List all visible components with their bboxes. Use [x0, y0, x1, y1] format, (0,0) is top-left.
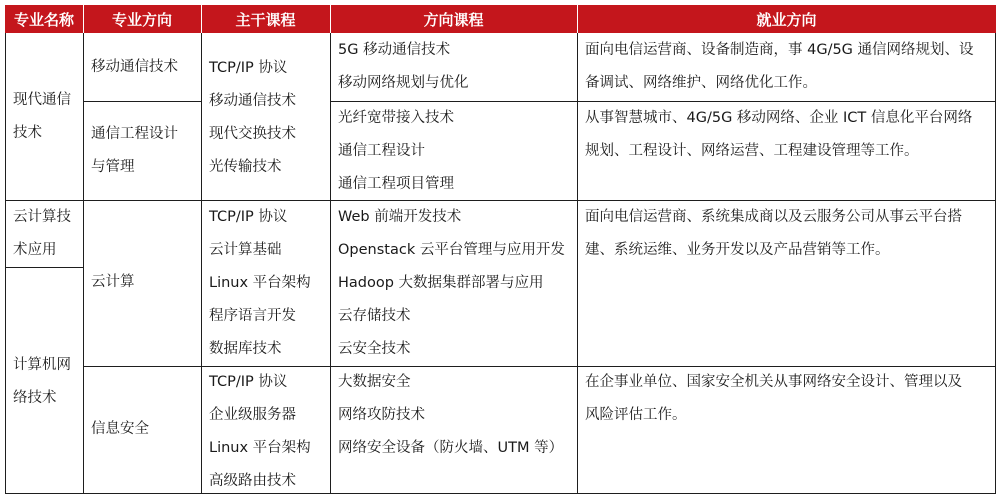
major-modern-comm: 现代通信 技术 — [13, 92, 71, 141]
direction-courses-engineering: 光纤宽带接入技术 通信工程设计 通信工程项目管理 — [338, 110, 454, 192]
direction-cloud: 云计算 — [91, 274, 135, 290]
direction-courses-security: 大数据安全 网络攻防技术 网络安全设备（防火墙、UTM 等） — [338, 374, 564, 456]
header-major: 专业名称 — [5, 5, 83, 33]
grid-line — [83, 101, 201, 102]
direction-courses-mobile: 5G 移动通信技术 移动网络规划与优化 — [338, 42, 469, 91]
direction-security: 信息安全 — [91, 421, 149, 437]
header-direction-courses: 方向课程 — [330, 5, 577, 33]
core-courses-group3: TCP/IP 协议 企业级服务器 Linux 平台架构 高级路由技术 — [209, 374, 311, 489]
employment-security: 在企事业单位、国家安全机关从事网络安全设计、管理以及 风险评估工作。 — [585, 374, 962, 423]
employment-mobile: 面向电信运营商、设备制造商，事 4G/5G 通信网络规划、设 备调试、网络维护、网络优化工作。 — [585, 42, 974, 91]
direction-courses-cloud: Web 前端开发技术 Openstack 云平台管理与应用开发 Hadoop 大数据集群部署与应用 云存储技术 云安全技术 — [338, 209, 565, 357]
core-courses-group2: TCP/IP 协议 云计算基础 Linux 平台架构 程序语言开发 数据库技术 — [209, 209, 311, 357]
header-employment: 就业方向 — [577, 5, 996, 33]
grid-line — [5, 267, 83, 268]
major-cloud-app: 云计算技 术应用 — [13, 209, 71, 258]
grid-line — [577, 33, 578, 494]
grid-line — [5, 493, 996, 494]
grid-line — [201, 33, 202, 494]
header-direction: 专业方向 — [83, 5, 201, 33]
major-network: 计算机网 络技术 — [13, 357, 71, 406]
employment-cloud: 面向电信运营商、系统集成商以及云服务公司从事云平台搭 建、系统运维、业务开发以及产品营销等工作。 — [585, 209, 962, 258]
curriculum-table — [5, 5, 996, 494]
grid-line — [5, 33, 6, 494]
direction-mobile: 移动通信技术 — [91, 59, 178, 75]
header-core-courses: 主干课程 — [201, 5, 330, 33]
core-courses-group1: TCP/IP 协议 移动通信技术 现代交换技术 光传输技术 — [209, 60, 296, 175]
grid-line — [995, 33, 996, 494]
employment-engineering: 从事智慧城市、4G/5G 移动网络、企业 ICT 信息化平台网络 规划、工程设计、网络运营、工程建设管理等工作。 — [585, 110, 973, 159]
grid-line — [83, 33, 84, 494]
grid-line — [330, 33, 331, 494]
direction-engineering: 通信工程设计 与管理 — [91, 126, 178, 175]
